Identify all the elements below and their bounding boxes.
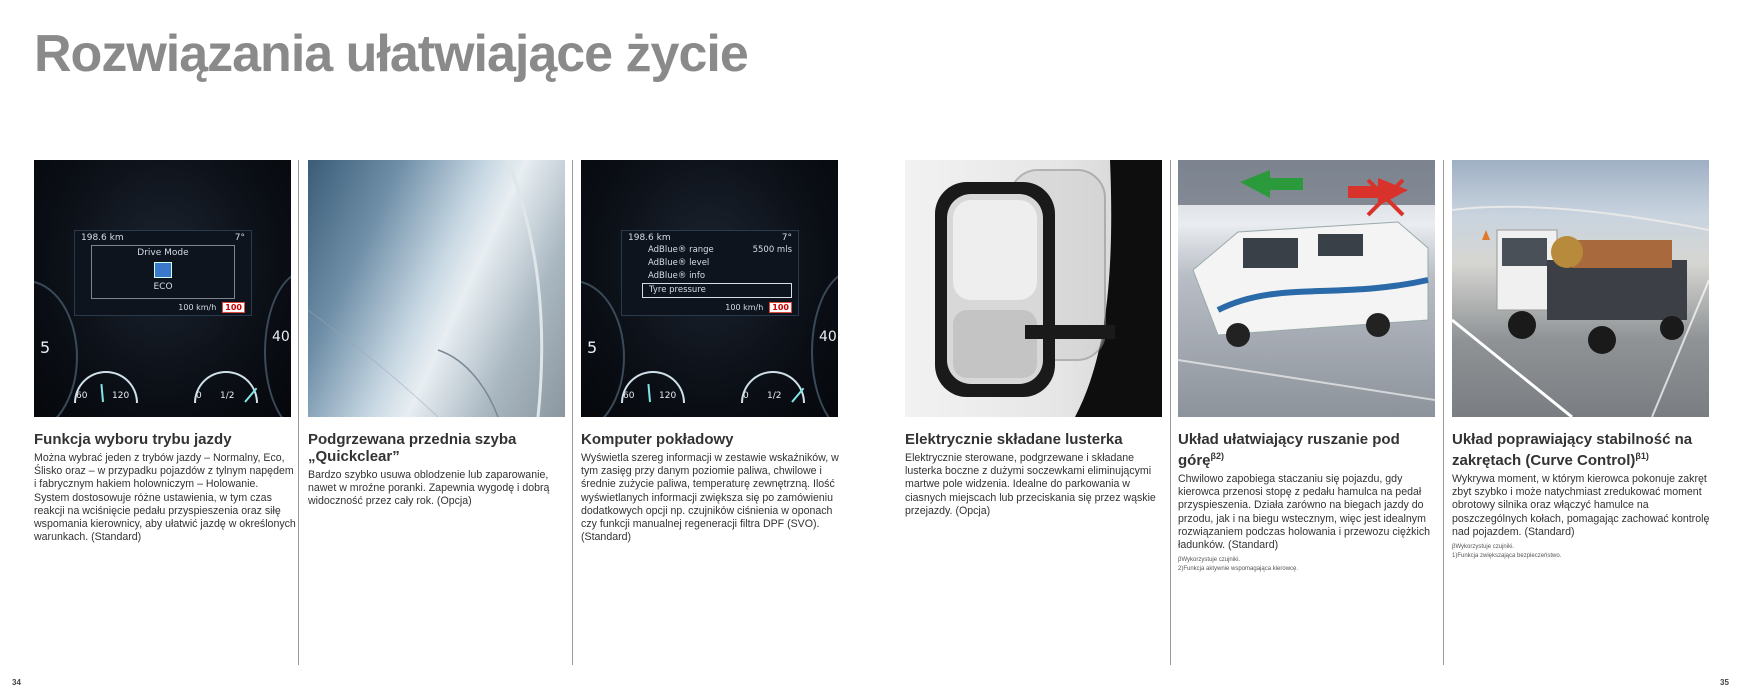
feature-quickclear [308, 160, 565, 509]
speed-readout: 100 km/h [178, 303, 217, 312]
column-divider [298, 160, 299, 665]
feature-onboard-computer [581, 160, 838, 544]
drive-mode-value: ECO [153, 282, 173, 292]
page-title: Rozwiązania ułatwiające życie [34, 25, 748, 83]
footnote: βWykorzystuje czujniki. [1452, 544, 1515, 551]
menu-item: AdBlue® range 5500 mls [648, 245, 792, 255]
drive-mode-photo [34, 160, 291, 417]
feature-title: Podgrzewana przednia szyba „Quickclear” [308, 431, 517, 465]
drive-mode-label: Drive Mode [137, 248, 189, 258]
fuel-label-half: 1/2 [220, 391, 235, 401]
windshield-frost-icon [308, 160, 565, 417]
outside-temp: 7° [234, 233, 245, 243]
feature-body: Wyświetla szereg informacji w zestawie wskaźników, w tym zasięg przy danym poziomie paliwa, chwilowe i średnie zużycie paliwa, temperaturę zewnętrzną. Ilość wyświetlanych informacji zwiększa się po zamówieniu dodatkowych opcji np. czujników ciśnienia w oponach czy funkcji manualnej regeneracji filtra DPF (SVO). (Standard) [581, 452, 839, 544]
speed-tick-label: 40 [272, 329, 290, 345]
trip-computer-menu [642, 244, 792, 298]
feature-title: Komputer pokładowy [581, 431, 734, 448]
page-number-left: 34 [12, 678, 21, 687]
temp-label-high: 120 [659, 391, 677, 401]
feature-folding-mirrors [905, 160, 1162, 518]
footnote: 1)Funkcja zwiększająca bezpieczeństwo. [1452, 553, 1562, 560]
motorhome-icon [1178, 160, 1435, 417]
odometer: 198.6 km [628, 233, 671, 243]
speed-tick-label: 40 [819, 329, 837, 345]
menu-item: AdBlue® info [648, 271, 706, 281]
feature-body: Wykrywa moment, w którym kierowca pokonuje zakręt zbyt szybko i może natychmiast zredukować moment obrotowy silnika oraz włączyć hamulce na poszczególnych kołach, pomagając zachować kontrolę nad pojazdem. (Standard) [1452, 473, 1710, 538]
footnote: βWykorzystuje czujniki. [1178, 557, 1241, 564]
column-divider [572, 160, 573, 665]
curve-control-photo [1452, 160, 1709, 417]
page-number-right: 35 [1720, 678, 1729, 687]
speed-limit-sign: 100 [222, 302, 245, 313]
feature-body: Elektrycznie sterowane, podgrzewane i składane lusterka boczne z dużymi soczewkami eliminującymi martwe pole widzenia. Idealne do parkowania w ciasnych miejscach lub przeciskania się przez wąskie przejazdy. (Opcja) [905, 452, 1156, 517]
mirror-photo [905, 160, 1162, 417]
temp-label-high: 120 [112, 391, 130, 401]
fuel-label-empty: 0 [743, 391, 749, 401]
eco-mode-icon [154, 262, 172, 278]
column-divider [1443, 160, 1444, 665]
speed-readout: 100 km/h [725, 303, 764, 312]
outside-temp: 7° [781, 233, 792, 243]
cluster-screen [74, 230, 252, 316]
footnote: 2)Funkcja aktywnie wspomagająca kierowcę. [1178, 566, 1299, 573]
onboard-computer-photo [581, 160, 838, 417]
temp-label-low: 60 [76, 391, 88, 401]
footnote-marker: β1) [1635, 451, 1649, 461]
feature-title: Elektrycznie składane lusterka [905, 431, 1123, 448]
column-divider [1170, 160, 1171, 665]
fuel-label-empty: 0 [196, 391, 202, 401]
feature-title: Funkcja wyboru trybu jazdy [34, 431, 232, 448]
feature-body: Chwilowo zapobiega staczaniu się pojazdu, gdy kierowca przenosi stopę z pedału hamulca na pedał przyspieszenia. Działa zarówno na biegach jazdy do przodu, jak i na biegu wstecznym, więc jest idealnym rozwiązaniem podczas holowania i przewozu ciężkich ładunków. (Standard) [1178, 473, 1431, 552]
range-value: 5500 mls [752, 245, 792, 255]
cluster-screen [621, 230, 799, 316]
side-mirror-icon [905, 160, 1162, 417]
menu-item: AdBlue® level [648, 258, 710, 268]
feature-title: Układ poprawiający stabilność na zakrętach (Curve Control)$^{\beta 1)}$ [1452, 431, 1693, 469]
temp-label-low: 60 [623, 391, 635, 401]
feature-title: Układ ułatwiający ruszanie pod górę$^{\beta 2)}$ [1178, 431, 1400, 469]
speed-limit-sign: 100 [769, 302, 792, 313]
odometer: 198.6 km [81, 233, 124, 243]
pickup-truck-icon [1452, 160, 1709, 417]
rpm-tick-label: 5 [40, 338, 51, 357]
windshield-photo [308, 160, 565, 417]
fuel-label-half: 1/2 [767, 391, 782, 401]
footnote-marker: β2) [1210, 451, 1225, 461]
rpm-tick-label: 5 [587, 338, 598, 357]
drive-mode-menu [91, 245, 235, 299]
hill-start-photo [1178, 160, 1435, 417]
feature-drive-mode [34, 160, 296, 544]
feature-curve-control [1452, 160, 1709, 560]
feature-body: Można wybrać jeden z trybów jazdy – Normalny, Eco, Śliskо oraz – w przypadku pojazdów z tylnym napędem i fabrycznym hakiem holowniczym – Holowanie. System dostosowuje różne ustawienia, w tym czas reakcji na wciśnięcie pedału przyspieszenia oraz siłę wspomania kierownicy, aby ułatwić jazdę w określonych warunkach. (Standard) [34, 452, 296, 544]
feature-body: Bardzo szybko usuwa oblodzenie lub zaparowanie, nawet w mroźne poranki. Zapewnia wygodę i dobrą widoczność przez cały rok. (Opcja) [308, 469, 550, 508]
menu-item-selected: Tyre pressure [642, 283, 792, 298]
feature-hill-start-assist [1178, 160, 1435, 573]
